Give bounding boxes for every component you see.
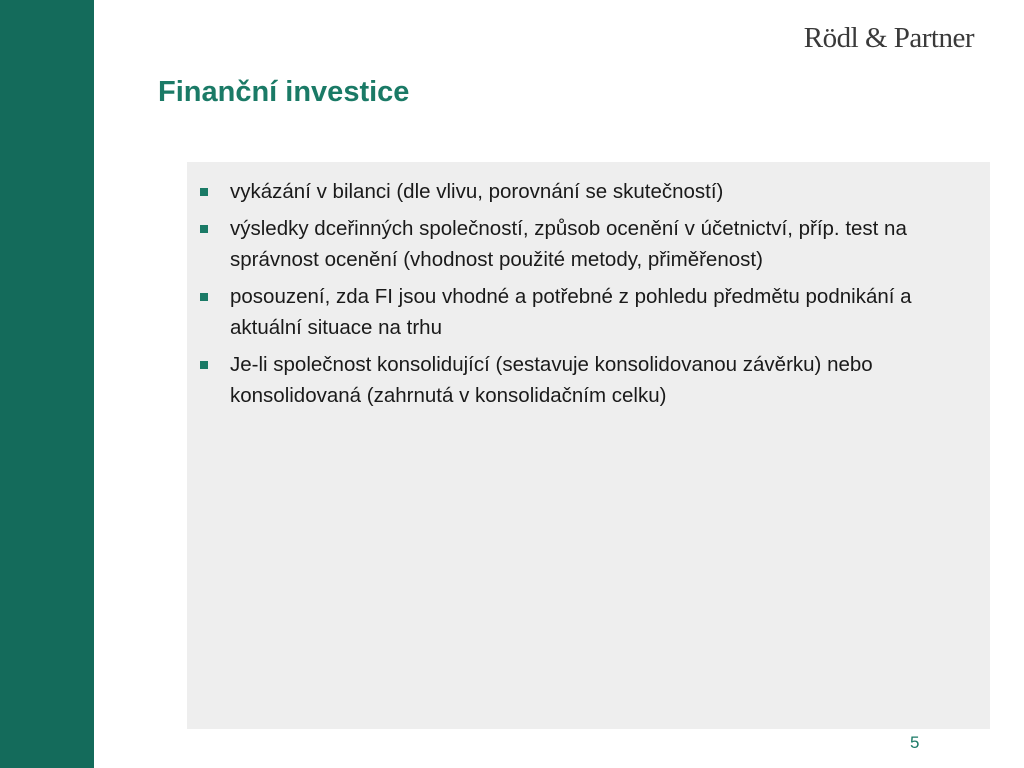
bullet-item (187, 349, 972, 411)
bullet-text: vykázání v bilanci (dle vlivu, porovnání se skutečností) (230, 180, 724, 203)
bullet-list (187, 162, 990, 411)
side-accent-bar (0, 0, 94, 768)
company-logo: Rödl & Partner (803, 22, 974, 54)
bullet-text: výsledky dceřinných společností, způsob ocenění v účetnictví, příp. test na správnost ocenění (vhodnost použité metody, přiměřenost) (230, 217, 907, 271)
bullet-item (187, 281, 972, 343)
square-bullet-icon (200, 361, 208, 369)
square-bullet-icon (200, 225, 208, 233)
content-panel (187, 162, 990, 729)
square-bullet-icon (200, 188, 208, 196)
square-bullet-icon (200, 293, 208, 301)
slide-title: Finanční investice (158, 76, 410, 108)
bullet-item (187, 176, 972, 207)
bullet-text: Je-li společnost konsolidující (sestavuje konsolidovanou závěrku) nebo konsolidovaná (zahrnutá v konsolidačním celku) (230, 353, 873, 407)
bullet-text: posouzení, zda FI jsou vhodné a potřebné z pohledu předmětu podnikání a aktuální situace na trhu (230, 285, 912, 339)
page-number: 5 (910, 733, 920, 752)
bullet-item (187, 213, 972, 275)
